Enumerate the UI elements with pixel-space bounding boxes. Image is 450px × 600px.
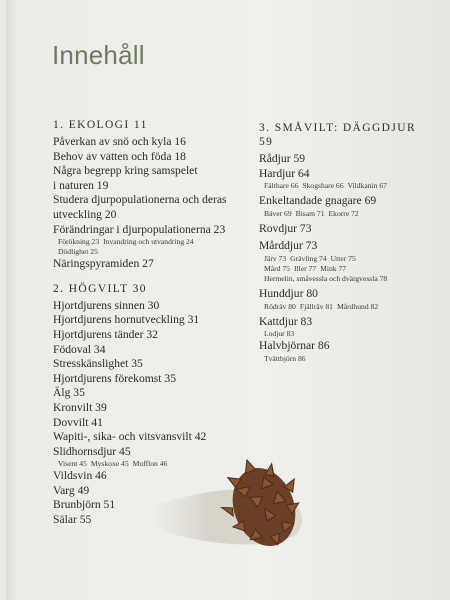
toc-entry: Studera djurpopulationerna och deras: [53, 193, 227, 207]
toc-subentries: [53, 247, 253, 257]
toc-subentry: Skogshare 66: [302, 181, 344, 191]
toc-subentry: Fjällräv 81: [299, 301, 333, 311]
toc-subentry: Utter 75: [330, 253, 356, 263]
toc-subentry: Mård 75: [264, 263, 290, 273]
pine-cone-illustration: [146, 455, 316, 555]
toc-subentry: Mufflon 46: [132, 459, 168, 469]
book-page: [6, 0, 450, 600]
toc-subentry: Rödräv 80: [264, 301, 296, 311]
toc-subentry: Myskoxe 45: [90, 459, 129, 469]
toc-entry: Rovdjur 73: [259, 221, 312, 235]
toc-subentries: [259, 254, 434, 264]
toc-entry: utveckling 20: [53, 207, 117, 221]
toc-entry: Förändringar i djurpopulationerna 23: [53, 222, 226, 236]
toc-entry: Varg 49: [53, 483, 90, 497]
toc-right-column: [259, 121, 434, 364]
toc-entry: Hjortdjurens hornutveckling 31: [53, 313, 200, 327]
toc-entry: Kattdjur 83: [259, 314, 313, 328]
section-heading: 3. SMÅVILT: DÄGGDJUR 59: [259, 122, 417, 148]
toc-entry: Påverkan av snö och kyla 16: [53, 135, 186, 148]
toc-entry: Rådjur 59: [259, 152, 306, 165]
toc-entry: Hjortdjurens sinnen 30: [53, 298, 160, 312]
toc-subentries: [53, 237, 253, 247]
toc-subentries: [259, 274, 434, 284]
toc-entry: Brunbjörn 51: [53, 498, 116, 512]
page-title: Innehåll: [52, 40, 145, 70]
toc-entry: Älg 35: [53, 386, 85, 400]
toc-entry: Mårddjur 73: [259, 239, 318, 253]
toc-entry: Behov av vatten och föda 18: [53, 149, 186, 163]
toc-subentries: [259, 264, 434, 274]
toc-subentries: [259, 329, 434, 339]
toc-subentries: [259, 302, 434, 312]
section-heading: 1. EKOLOGI 11: [53, 119, 148, 131]
toc-subentry: Dödlighet 25: [58, 247, 98, 257]
toc-entry: Kronvilt 39: [53, 400, 107, 414]
toc-entry: Vildsvin 46: [53, 469, 107, 483]
section-heading: 2. HÖGVILT 30: [53, 282, 147, 295]
toc-entry: Födoval 34: [53, 342, 106, 356]
toc-entry: Några begrepp kring samspelet: [53, 164, 198, 178]
toc-subentry: Invandring och utvandring 24: [103, 237, 194, 247]
toc-subentry: Iller 77: [293, 263, 317, 273]
toc-entry: Hjortdjurens tänder 32: [53, 327, 158, 341]
toc-entry: Dovvilt 41: [53, 415, 103, 429]
toc-subentry: Järv 73: [264, 253, 287, 263]
toc-entry: Enkeltandade gnagare 69: [259, 194, 377, 208]
toc-entry: Wapiti-, sika- och vitsvansvilt 42: [53, 430, 207, 444]
toc-entry: Sälar 55: [53, 513, 92, 527]
pine-cone-icon: [146, 455, 316, 555]
toc-subentry: Ekorre 72: [328, 208, 359, 218]
toc-subentry: Mink 77: [320, 263, 347, 273]
toc-subentry: Bisam 71: [295, 208, 325, 218]
toc-subentry: Bäver 69: [264, 208, 292, 218]
toc-entry: Halvbjörnar 86: [259, 339, 330, 353]
toc-subentry: Fälthare 66: [264, 181, 299, 191]
toc-subentry: Förökning 23: [58, 237, 100, 247]
toc-subentry: Mårdhund 82: [336, 301, 379, 311]
section-spacer: [53, 272, 253, 282]
toc-subentries: [259, 209, 434, 219]
toc-entry: Hunddjur 80: [259, 286, 318, 300]
toc-subentry: Tvättbjörn 86: [264, 353, 306, 363]
toc-subentries: [259, 354, 434, 364]
toc-entry: Hjortdjurens förekomst 35: [53, 371, 177, 385]
toc-entry: Stresskänslighet 35: [53, 357, 143, 371]
toc-subentry: Lodjur 83: [264, 329, 295, 339]
toc-subentries: [259, 181, 434, 191]
toc-entry: Hardjur 64: [259, 166, 310, 180]
toc-subentry: Grävling 74: [290, 253, 327, 263]
toc-entry: i naturen 19: [53, 178, 109, 192]
toc-subentry: Hermelin, småvessla och dvärgvessla 78: [264, 273, 388, 283]
toc-entry: Slidhornsdjur 45: [53, 444, 131, 458]
toc-subentry: Visent 45: [58, 459, 87, 469]
toc-entry: Näringspyramiden 27: [53, 257, 154, 271]
toc-subentry: Vildkanin 67: [347, 181, 387, 191]
